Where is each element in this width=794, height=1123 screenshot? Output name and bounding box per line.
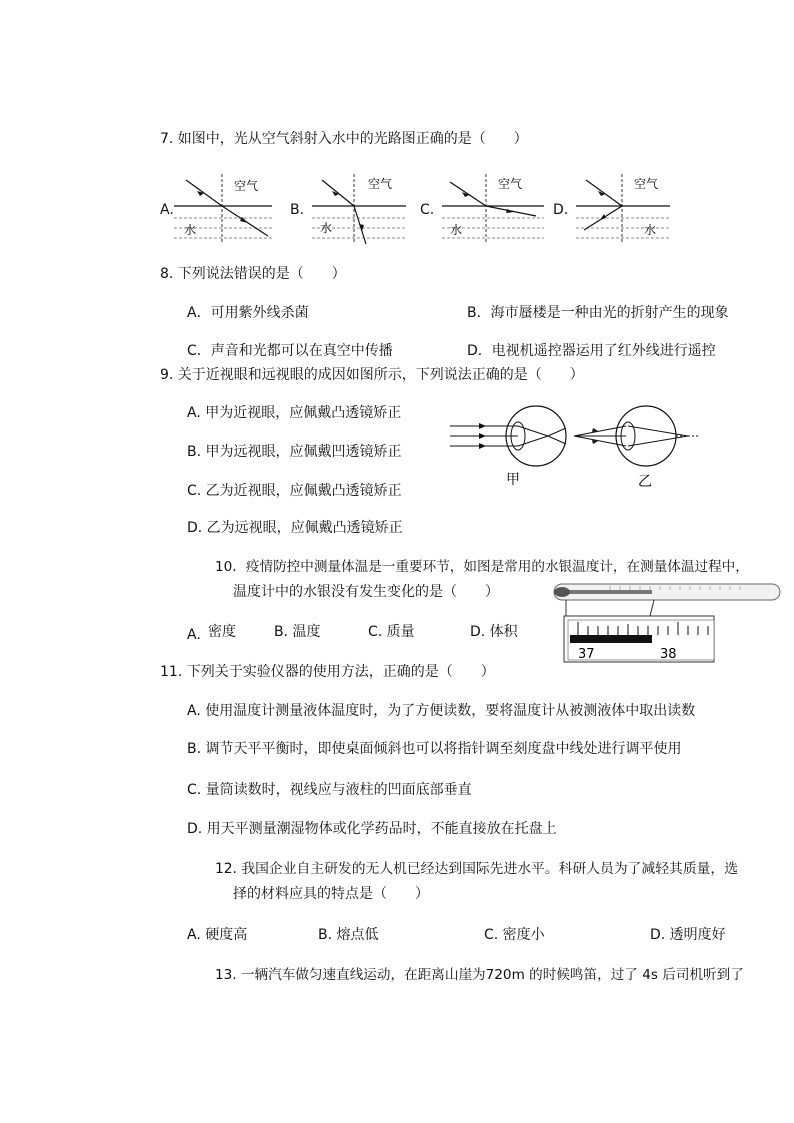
q12-option-c: C. 密度小 [484,927,545,943]
q10-stem-line2: 温度计中的水银没有发生变化的是（ ） [233,584,499,600]
q7-stem: 7. 如图中，光从空气斜射入水中的光路图正确的是（ ） [160,131,528,147]
q9-label-yi: 乙 [638,474,652,488]
q13-stem-line1: 13. 一辆汽车做匀速直线运动，在距离山崖为720m 的时候鸣笛，过了 4s 后司机听到了 [215,967,744,983]
q9-option-c: C. 乙为近视眼，应佩戴凸透镜矫正 [187,483,402,499]
q12-option-d: D. 透明度好 [650,927,726,943]
q9-option-b: B. 甲为远视眼，应佩戴凹透镜矫正 [187,444,402,460]
q10-scale-38: 38 [660,647,677,662]
q11-option-c: C. 量筒读数时，视线应与液柱的凹面底部垂直 [187,782,472,798]
q8-stem: 8. 下列说法错误的是（ ） [160,266,346,282]
q8-option-d: D．电视机遥控器运用了红外线进行遥控 [467,343,716,359]
q10-option-a-text: 密度 [208,624,236,640]
q10-option-d: D. 体积 [470,624,518,640]
q12-stem-line1: 12. 我国企业自主研发的无人机已经达到国际先进水平。科研人员为了减轻其质量，选 [215,861,739,877]
q11-option-d: D. 用天平测量潮湿物体或化学药品时，不能直接放在托盘上 [187,821,557,837]
q7-c-air-label: 空气 [498,177,523,191]
q7-b-water-label: 水 [320,221,333,235]
q7-b-air-label: 空气 [368,177,393,191]
q10-option-b: B. 温度 [274,624,321,640]
q7-option-d-label: D. [553,202,569,218]
q7-d-air-label: 空气 [634,177,659,191]
q7-diagram-a [172,170,282,246]
q7-diagram-b [310,170,410,246]
q11-option-b: B. 调节天平平衡时，即使桌面倾斜也可以将指针调至刻度盘中线处进行调平使用 [187,741,682,757]
q8-option-b: B．海市蜃楼是一种由光的折射产生的现象 [467,305,729,321]
q12-stem-line2: 择的材料应具的特点是（ ） [233,886,429,902]
q7-d-water-label: 水 [644,223,657,237]
q8-option-a: A．可用紫外线杀菌 [187,305,309,321]
q12-option-b: B. 熔点低 [318,927,379,943]
q10-option-a-label: A. [187,627,201,643]
q7-diagram-d [574,170,674,246]
q7-option-b-label: B. [290,202,305,218]
q12-option-a: A. 硬度高 [187,927,248,943]
q7-c-water-label: 水 [450,223,463,237]
q10-thermometer-figure [550,580,786,664]
q7-option-c-label: C. [420,202,435,218]
q9-eye-diagram [448,404,704,488]
q7-a-air-label: 空气 [234,179,259,193]
q11-stem: 11. 下列关于实验仪器的使用方法，正确的是（ ） [160,664,495,680]
q10-scale-37: 37 [578,647,595,662]
q9-option-a: A. 甲为近视眼，应佩戴凸透镜矫正 [187,405,402,421]
q11-option-a: A. 使用温度计测量液体温度时，为了方便读数，要将温度计从被测液体中取出读数 [187,703,696,719]
q10-stem-line1: 10．疫情防控中测量体温是一重要环节，如图是常用的水银温度计，在测量体温过程中， [215,559,749,575]
q7-diagram-c [440,170,550,246]
q9-stem: 9. 关于近视眼和远视眼的成因如图所示，下列说法正确的是（ ） [160,367,584,383]
q9-label-jia: 甲 [506,472,520,488]
q8-option-c: C．声音和光都可以在真空中传播 [187,343,393,359]
q10-option-c: C. 质量 [368,624,415,640]
q7-option-a-label: A. [160,202,174,218]
q7-a-water-label: 水 [184,223,197,237]
q9-option-d: D. 乙为远视眼，应佩戴凸透镜矫正 [187,520,403,536]
